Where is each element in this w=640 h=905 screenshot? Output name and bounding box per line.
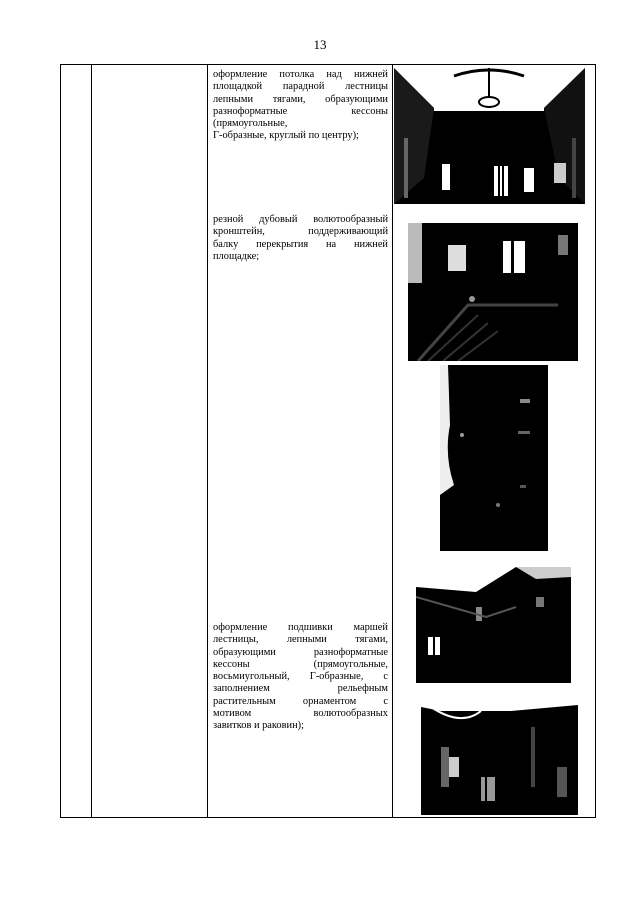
description-bracket <box>213 214 388 263</box>
description-line: оформление подшивки маршей <box>213 622 388 633</box>
description-line: кронштейн, поддерживающий <box>213 226 388 238</box>
object-description-table <box>60 64 596 818</box>
description-line: Г-образные, круглый по центру); <box>213 130 359 142</box>
description-line: восьмиугольный, Г-образные, с <box>213 671 388 683</box>
page-number: 13 <box>313 37 327 52</box>
ceiling-chandelier-icon <box>394 68 585 204</box>
description-line: площадке; <box>213 250 260 262</box>
stair-soffit-coffers-photo <box>421 697 578 815</box>
description-line: образующими разноформатные <box>213 646 388 658</box>
description-line: лепными тягами, образующими <box>213 93 388 105</box>
description-line: площадкой парадной лестницы <box>213 81 388 93</box>
description-line: заполнением рельефным <box>213 683 388 695</box>
description-line: резной дубовый волютообразный <box>213 214 388 225</box>
description-line: растительным орнаментом с <box>213 695 388 707</box>
description-line: кессоны (прямоугольные, <box>213 658 388 670</box>
description-line: оформление потолка над нижней <box>213 69 388 80</box>
description-soffit <box>213 622 388 733</box>
carved-bracket-icon <box>440 365 548 551</box>
description-ceiling <box>213 69 388 143</box>
description-line: мотивом волютообразных <box>213 708 388 720</box>
stair-soffit-icon <box>416 567 571 683</box>
description-line: (прямоугольные, <box>213 118 288 130</box>
carved-bracket-closeup-photo <box>440 365 548 551</box>
column-divider <box>392 65 393 817</box>
soffit-coffers-icon <box>421 697 578 815</box>
staircase-icon <box>408 215 578 361</box>
description-line: балку перекрытия на нижней <box>213 238 388 250</box>
oak-bracket-staircase-photo <box>408 215 578 361</box>
stair-soffit-photo <box>416 567 571 683</box>
ceiling-chandelier-photo <box>394 68 585 204</box>
column-divider <box>207 65 208 817</box>
description-line: завитков и раковин); <box>213 720 304 732</box>
description-line: лестницы, лепными тягами, <box>213 634 388 646</box>
column-divider <box>91 65 92 817</box>
description-line: разноформатные кессоны <box>213 105 388 117</box>
